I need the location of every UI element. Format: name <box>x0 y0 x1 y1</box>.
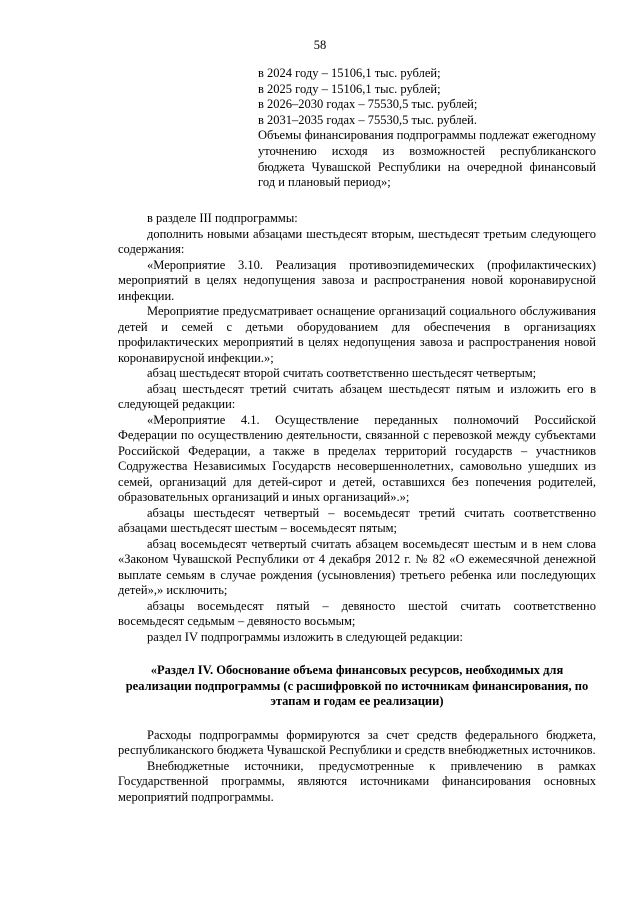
funding-line: в 2031–2035 годах – 75530,5 тыс. рублей. <box>258 112 477 127</box>
paragraph: Мероприятие предусматривает оснащение организаций социального обслуживания детей и семей с детьми оборудованием для обеспечения в организациях профилактических мероприятий в целях недопущения завоза и распространения новой коронавирусной инфекции.»; <box>118 304 596 365</box>
funding-block <box>258 66 596 191</box>
funding-line: в 2025 году – 15106,1 тыс. рублей; <box>258 81 441 96</box>
paragraph: абзацы шестьдесят четвертый – восемьдесят третий считать соответственно абзацами шестьдесят шестым – восемьдесят пятым; <box>118 505 596 535</box>
paragraph: «Мероприятие 4.1. Осуществление переданных полномочий Российской Федерации по осуществлению деятельности, связанной с перевозкой между субъектами Российской Федерации, а также в пределах территорий государств – участников Содружества Независимых Государств несовершеннолетних, самовольно ушедших из семей, организаций для детей-сирот и детей, оставшихся без попечения родителей, образовательных организаций и иных организаций».»; <box>118 412 596 504</box>
paragraph: абзац шестьдесят второй считать соответственно шестьдесят четвертым; <box>147 366 537 380</box>
paragraph: абзац восемьдесят четвертый считать абзацем восемьдесят шестым и в нем слова «Законом Чувашской Республики от 4 декабря 2012 г. № 82 «О ежемесячной денежной выплате семьям в случае рождения (усыновления) третьего ребенка или последующих детей»,» исключить; <box>118 536 596 597</box>
funding-line: в 2024 году – 15106,1 тыс. рублей; <box>258 66 441 80</box>
paragraph: раздел IV подпрограммы изложить в следующей редакции: <box>147 629 463 644</box>
main-text <box>118 211 596 805</box>
paragraph: в разделе III подпрограммы: <box>147 211 298 225</box>
paragraph: дополнить новыми абзацами шестьдесят вторым, шестьдесят третьим следующего содержания: <box>118 226 596 256</box>
funding-note: Объемы финансирования подпрограммы подлежат ежегодному уточнению исходя из возможностей республиканского бюджета Чувашской Республики на очередной финансовый год и плановый период»; <box>258 128 596 190</box>
paragraph: абзац шестьдесят третий считать абзацем шестьдесят пятым и изложить его в следующей редакции: <box>118 381 596 411</box>
paragraph: Внебюджетные источники, предусмотренные к привлечению в рамках Государственной программы, являются источниками финансирования основных мероприятий подпрограммы. <box>118 758 596 804</box>
funding-line: в 2026–2030 годах – 75530,5 тыс. рублей; <box>258 97 478 112</box>
page-number: 58 <box>313 38 327 52</box>
paragraph: абзацы восемьдесят пятый – девяносто шестой считать соответственно восемьдесят седьмым – девяносто восьмым; <box>118 598 596 628</box>
section-heading: «Раздел IV. Обоснование объема финансовых ресурсов, необходимых для реализации подпрограммы (с расшифровкой по источникам финансирования, по этапам и годам ее реализации) <box>125 663 589 708</box>
paragraph: Расходы подпрограммы формируются за счет средств федерального бюджета, республиканского бюджета Чувашской Республики и средств внебюджетных источников. <box>118 727 596 757</box>
paragraph: «Мероприятие 3.10. Реализация противоэпидемических (профилактических) мероприятий в целях недопущения завоза и распространения новой коронавирусной инфекции. <box>118 257 596 303</box>
